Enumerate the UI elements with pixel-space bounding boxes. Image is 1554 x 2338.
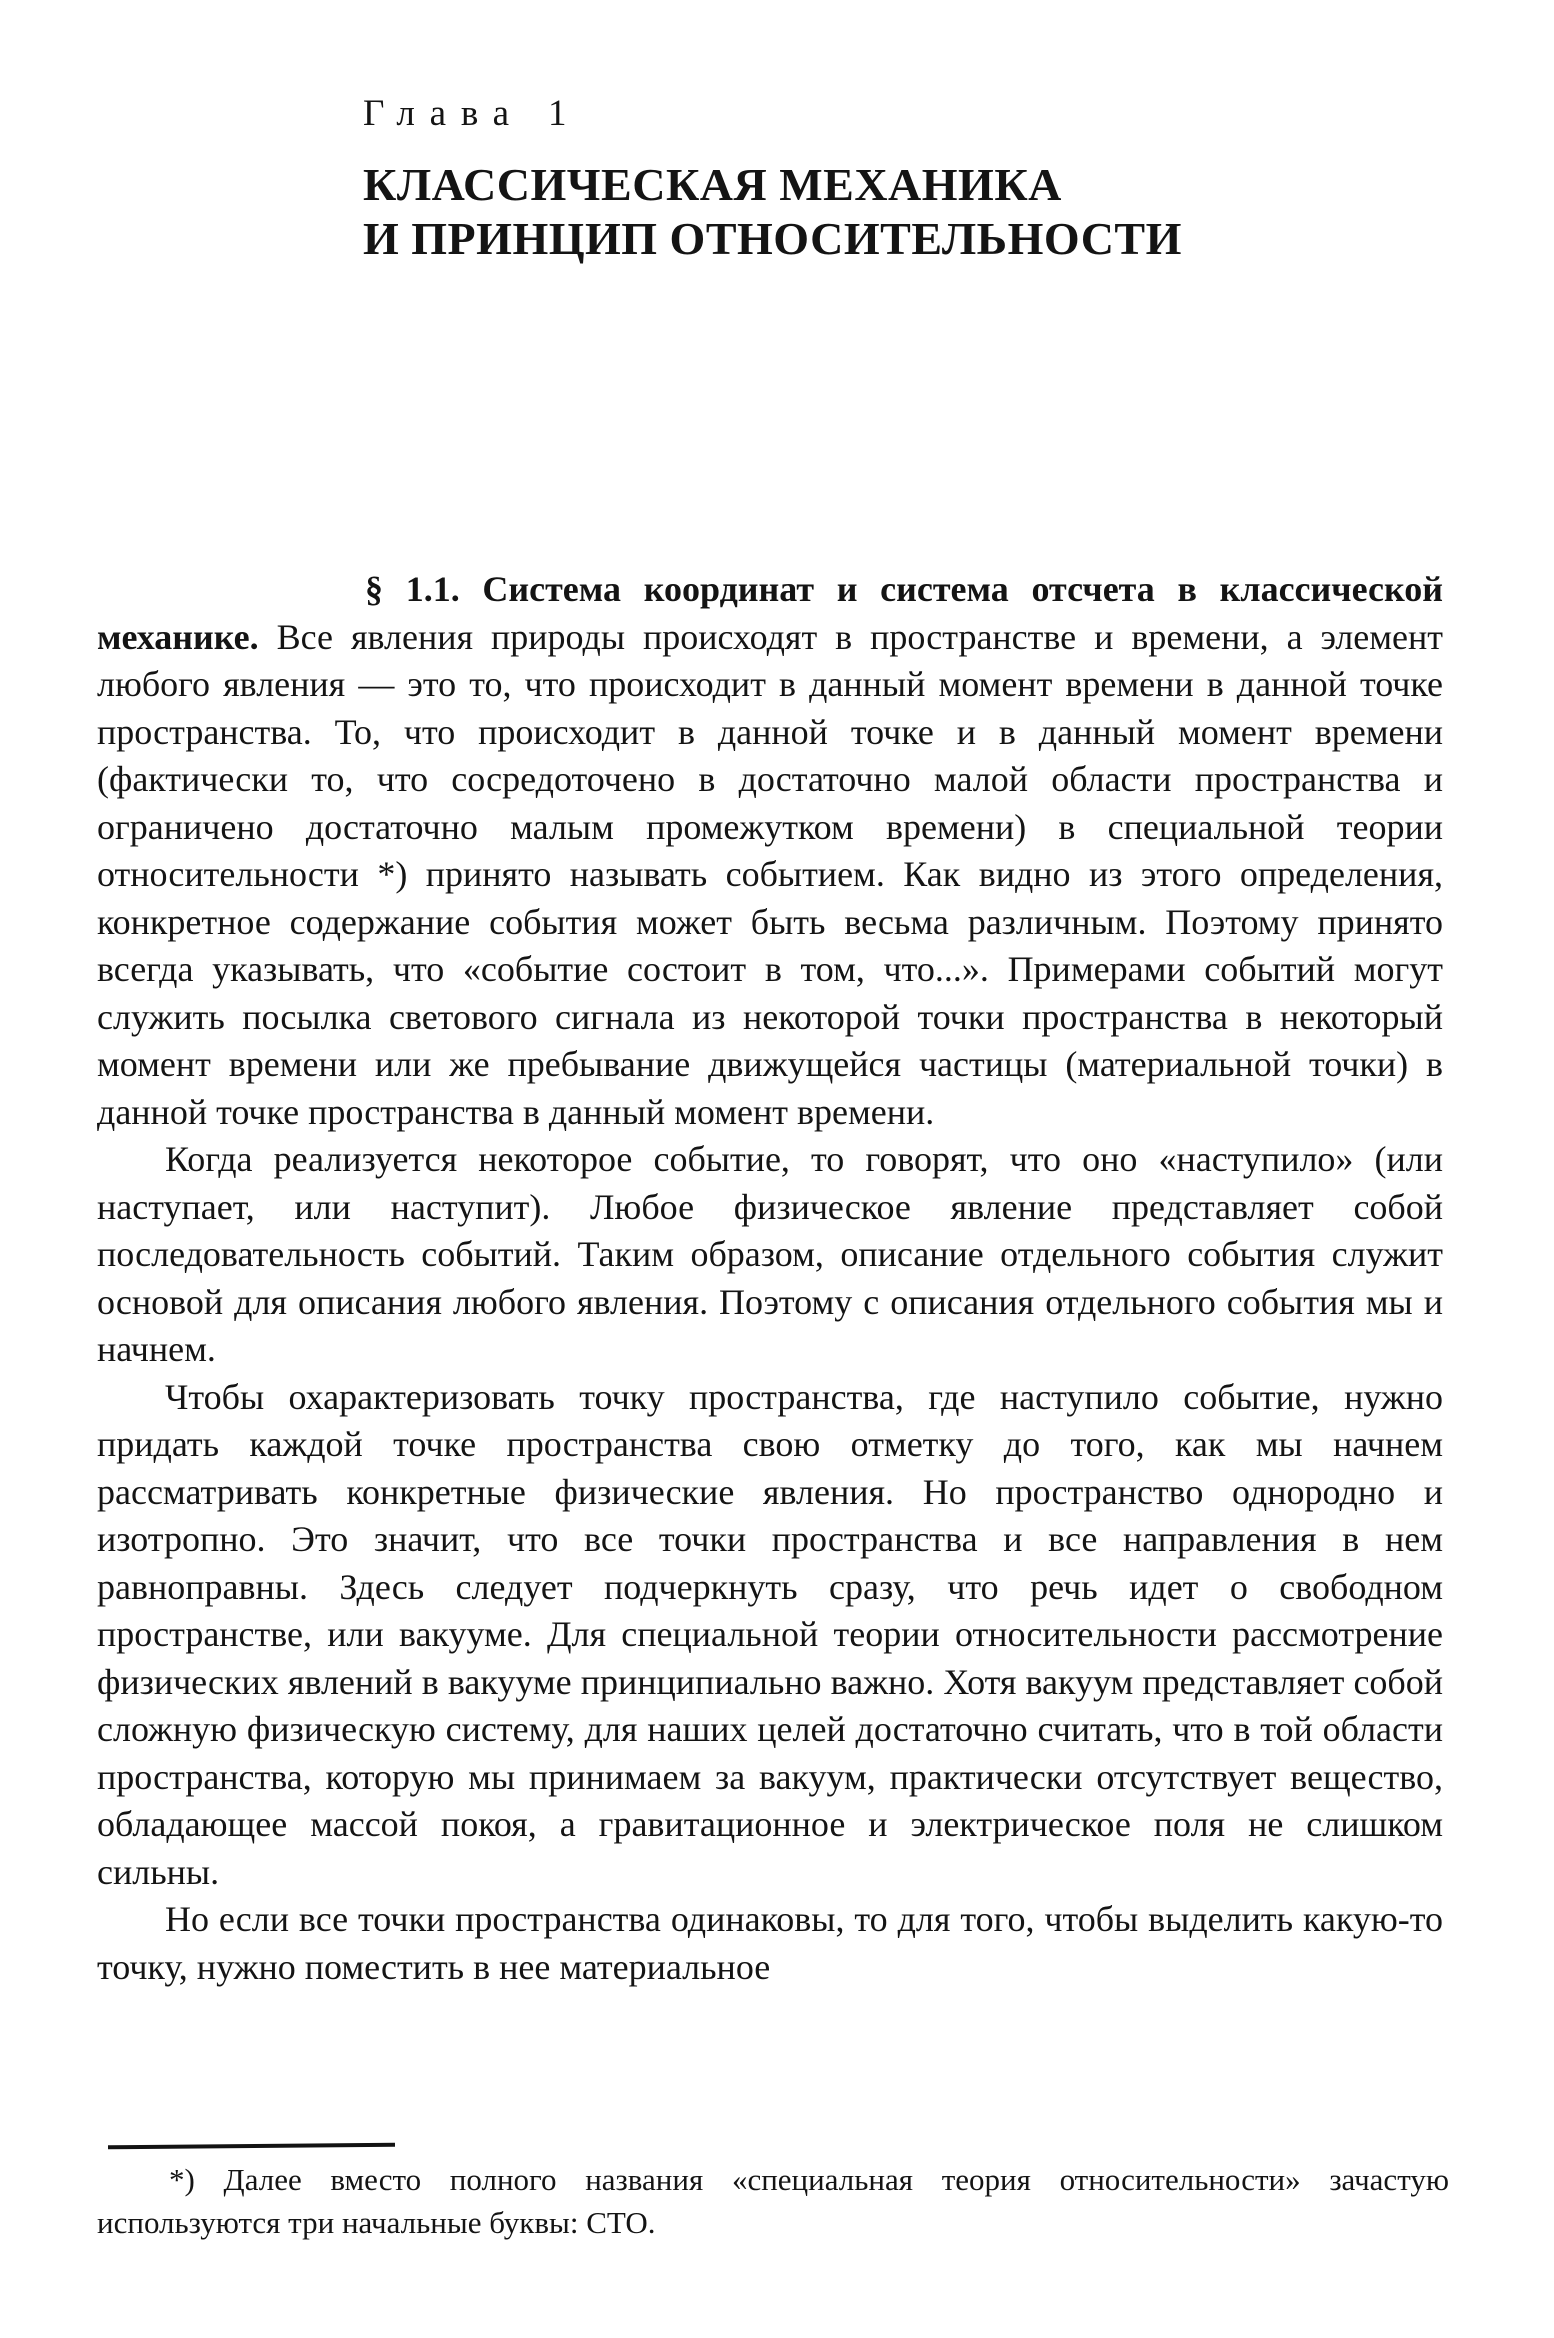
paragraph-section-1-1 bbox=[97, 566, 1443, 1136]
chapter-title-line-2: И ПРИНЦИП ОТНОСИТЕЛЬНОСТИ bbox=[363, 213, 1182, 264]
chapter-title bbox=[363, 158, 1182, 266]
paragraph-3: Чтобы охарактеризовать точку пространства, где наступило событие, нужно придать каждой точке пространства свою отметку до того, как мы начнем рассматривать конкретные физические явления. Но пространство однородно и изотропно. Это значит, что все точки пространства и все направления в нем равноправны. Здесь следует подчеркнуть сразу, что речь идет о свободном пространстве, или вакууме. Для специальной теории относительности рассмотрение физических явлений в вакууме принципиально важно. Хотя вакуум представляет собой сложную физическую систему, для наших целей достаточно считать, что в той области пространства, которую мы принимаем за вакуум, практически отсутствует вещество, обладающее массой покоя, а гравитационное и электрическое поля не слишком сильны. bbox=[97, 1376, 1443, 1892]
paragraph-4: Но если все точки пространства одинаковы, то для того, чтобы выделить какую-то точку, нужно поместить в нее материальное bbox=[97, 1899, 1443, 1987]
chapter-label: Глава 1 bbox=[363, 93, 582, 134]
footnote-marker: *) bbox=[169, 2162, 195, 2197]
paragraph-2: Когда реализуется некоторое событие, то говорят, что оно «наступило» (или наступает, или наступит). Любое физическое явление представляет собой последовательность событий. Таким образом, описание отдельного события служит основой для описания любого явления. Поэтому с описания отдельного события мы и начнем. bbox=[97, 1139, 1443, 1369]
footnote-text-line bbox=[97, 2158, 1449, 2244]
paragraph-1-text: Все явления природы происходят в пространстве и времени, а элемент любого явления — это то, что происходит в данный момент времени в данной точке пространства. То, что происходит в данной точке и в данный момент времени (фактически то, что сосредоточено в достаточно малой области пространства и ограничено достаточно малым промежутком времени) в специальной теории относительности *) принято называть событием. Как видно из этого определения, конкретное содержание события может быть весьма различным. Поэтому принято всегда указывать, что «событие состоит в том, что...». Примерами событий могут служить посылка светового сигнала из некоторой точки пространства в некоторый момент времени или же пребывание движущейся частицы (материальной точки) в данной точке пространства в данный момент времени. bbox=[97, 616, 1444, 1132]
section-heading-run-in: § 1.1. Система координат и система отсчета в классической механике. bbox=[97, 569, 1443, 657]
body-text bbox=[97, 566, 1443, 1991]
footnote-separator bbox=[108, 2143, 395, 2150]
footnote bbox=[97, 2158, 1449, 2244]
footnote-text: Далее вместо полного названия «специальная теория относительности» зачастую используются три начальные буквы: СТО. bbox=[97, 2162, 1449, 2240]
chapter-title-line-1: КЛАССИЧЕСКАЯ МЕХАНИКА bbox=[363, 159, 1062, 210]
